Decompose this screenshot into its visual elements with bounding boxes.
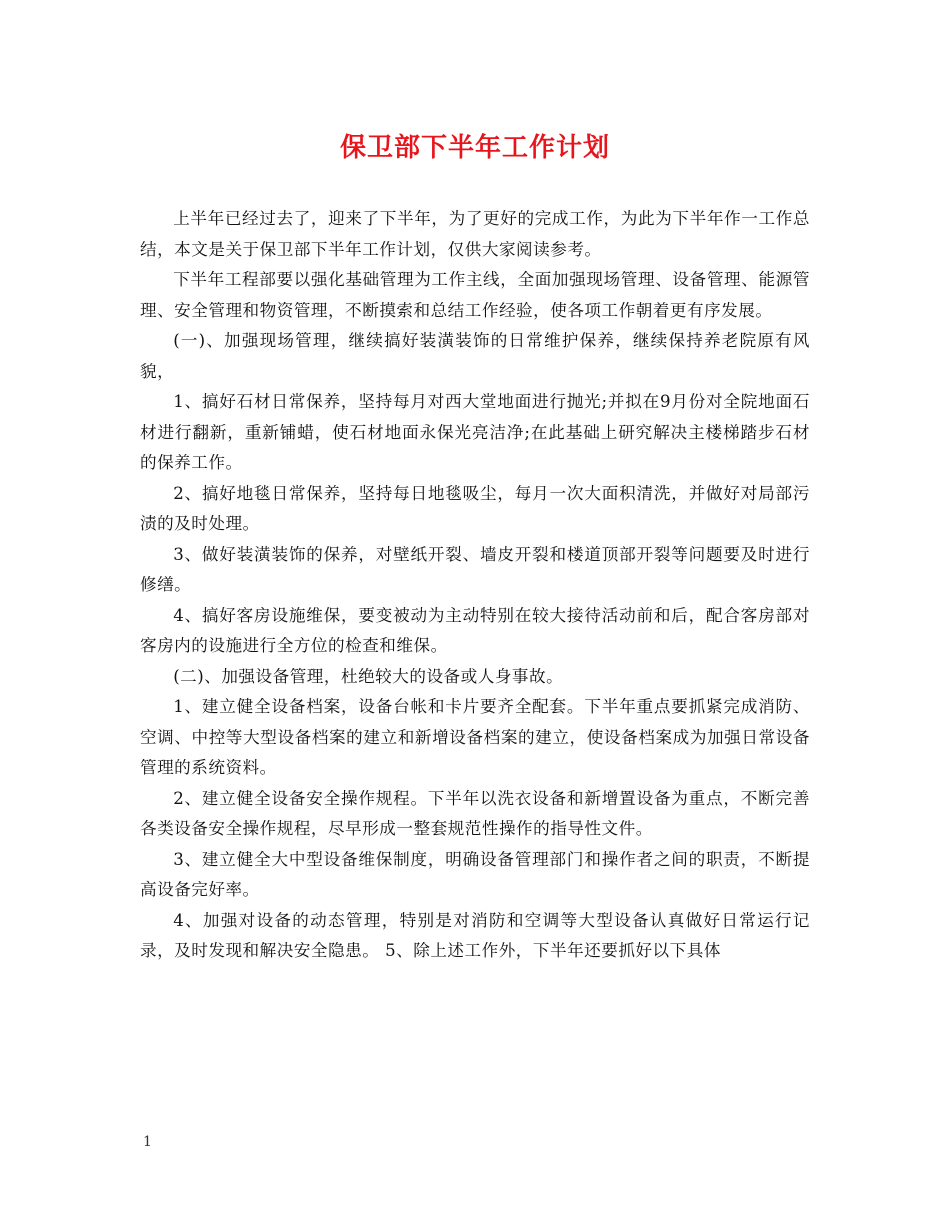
paragraph: 2、建立健全设备安全操作规程。下半年以洗衣设备和新增置设备为重点，不断完善各类设备安全操作规程，尽早形成一整套规范性操作的指导性文件。 [140, 788, 810, 838]
paragraph: 1、搞好石材日常保养，坚持每月对西大堂地面进行抛光;并拟在9月份对全院地面石材进行翻新，重新铺蜡，使石材地面永保光亮洁净;在此基础上研究解决主楼梯踏步石材的保养工作。 [140, 392, 810, 472]
paragraph: 3、做好装潢装饰的保养，对壁纸开裂、墙皮开裂和楼道顶部开裂等问题要及时进行修缮。 [140, 544, 810, 594]
paragraph: 1、建立健全设备档案，设备台帐和卡片要齐全配套。下半年重点要抓紧完成消防、空调、中控等大型设备档案的建立和新增设备档案的建立，使设备档案成为加强日常设备管理的系统资料。 [140, 697, 810, 777]
document-title: 保卫部下半年工作计划 [339, 133, 610, 163]
paragraph: 下半年工程部要以强化基础管理为工作主线，全面加强现场管理、设备管理、能源管理、安全管理和物资管理，不断摸索和总结工作经验，使各项工作朝着更有序发展。 [140, 270, 810, 320]
paragraph: 2、搞好地毯日常保养，坚持每日地毯吸尘，每月一次大面积清洗，并做好对局部污渍的及时处理。 [140, 483, 810, 533]
paragraph: (一)、加强现场管理，继续搞好装潢装饰的日常维护保养，继续保持养老院原有风貌， [140, 331, 810, 381]
paragraph: 上半年已经过去了，迎来了下半年，为了更好的完成工作，为此为下半年作一工作总结，本文是关于保卫部下半年工作计划，仅供大家阅读参考。 [140, 209, 810, 259]
page-number: 1 [143, 1134, 152, 1150]
paragraph: 4、搞好客房设施维保，要变被动为主动特别在较大接待活动前和后，配合客房部对客房内的设施进行全方位的检查和维保。 [140, 605, 810, 655]
document-body [140, 204, 810, 967]
paragraph: 3、建立健全大中型设备维保制度，明确设备管理部门和操作者之间的职责，不断提高设备完好率。 [140, 849, 810, 899]
paragraph: (二)、加强设备管理，杜绝较大的设备或人身事故。 [173, 666, 564, 686]
paragraph: 4、加强对设备的动态管理，特别是对消防和空调等大型设备认真做好日常运行记录，及时发现和解决安全隐患。 5、除上述工作外，下半年还要抓好以下具体 [140, 910, 810, 960]
